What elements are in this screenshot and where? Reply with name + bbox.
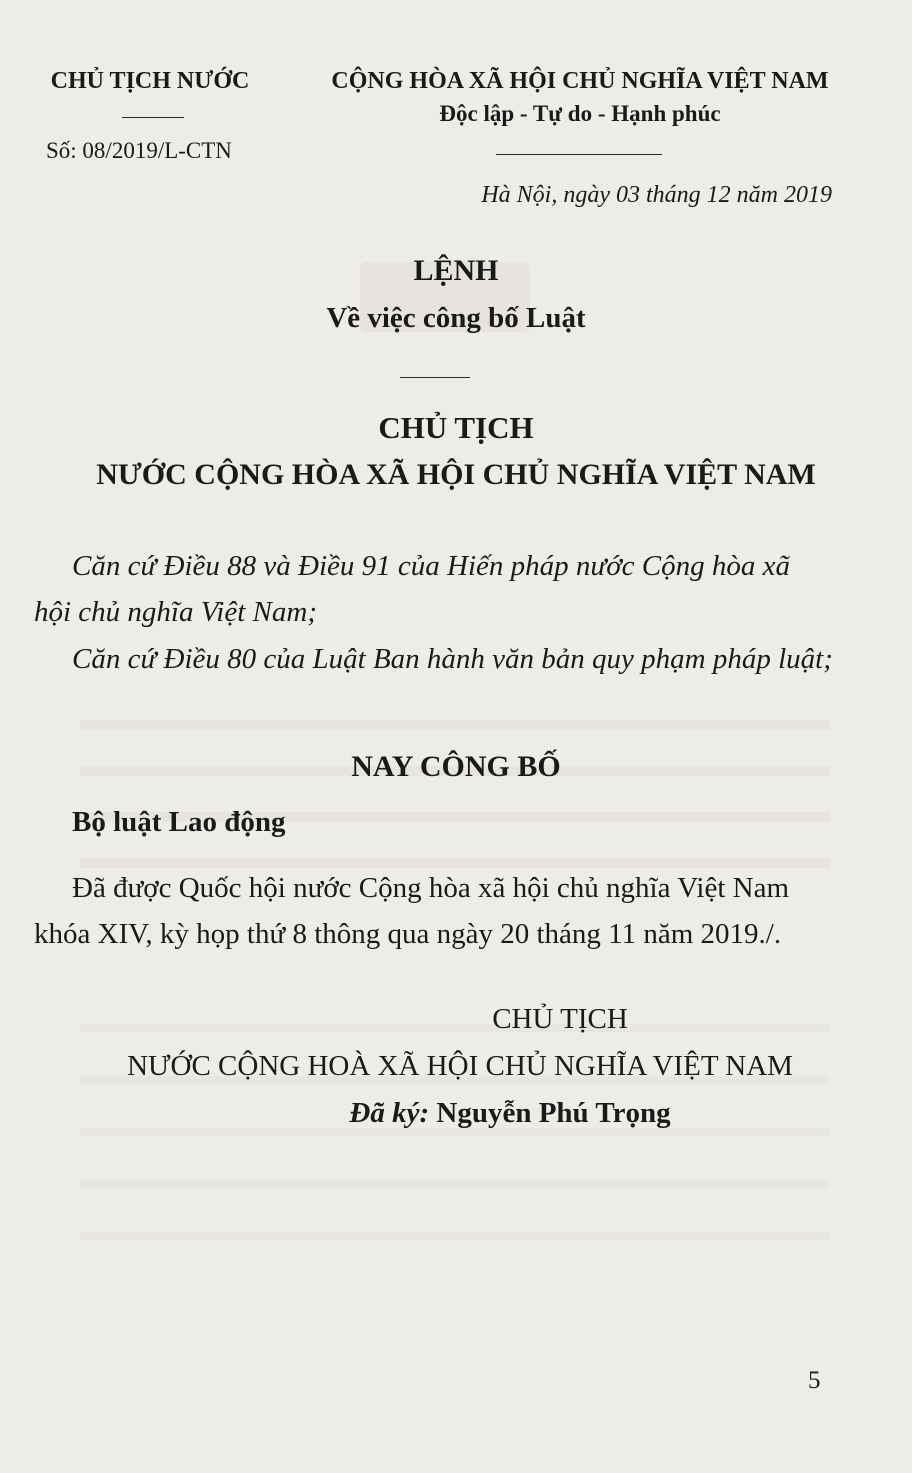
signature-title: CHỦ TỊCH (492, 1003, 628, 1035)
issue-date: Hà Nội, ngày 03 tháng 12 năm 2019 (481, 182, 832, 208)
republic-name: CỘNG HÒA XÃ HỘI CHỦ NGHĨA VIỆT NAM (331, 68, 829, 94)
legal-basis-1: Căn cứ Điều 88 và Điều 91 của Hiến pháp nước Cộng hòa xã hội chủ nghĩa Việt Nam; (34, 550, 791, 628)
document-subject: Về việc công bố Luật (326, 302, 586, 334)
signature-organization: NƯỚC CỘNG HOÀ XÃ HỘI CHỦ NGHĨA VIỆT NAM (127, 1050, 793, 1082)
issuer-underline (122, 117, 184, 118)
announcement-heading: NAY CÔNG BỐ (351, 750, 561, 783)
page-number: 5 (808, 1367, 821, 1394)
document-number: Số: 08/2019/L-CTN (46, 138, 232, 163)
issuer-name: CHỦ TỊCH NƯỚC (50, 68, 250, 94)
passage-statement: Đã được Quốc hội nước Cộng hòa xã hội chủ nghĩa Việt Nam khóa XIV, kỳ họp thứ 8 thông qua ngày 20 tháng 11 năm 2019./. (34, 872, 790, 950)
signature-block (230, 1097, 790, 1130)
signer-name: Nguyễn Phú Trọng (436, 1097, 671, 1129)
authority-organization: NƯỚC CỘNG HÒA XÃ HỘI CHỦ NGHĨA VIỆT NAM (96, 458, 816, 491)
authority-title: CHỦ TỊCH (378, 410, 534, 445)
legal-basis-2: Căn cứ Điều 80 của Luật Ban hành văn bản quy phạm pháp luật; (72, 643, 833, 675)
signed-label: Đã ký: (349, 1097, 430, 1129)
law-name: Bộ luật Lao động (72, 806, 286, 838)
motto-underline (496, 154, 662, 155)
bleed-through-shape (80, 1000, 830, 1270)
national-motto: Độc lập - Tự do - Hạnh phúc (439, 101, 721, 126)
title-divider (400, 377, 470, 378)
document-type: LỆNH (413, 254, 499, 287)
bleed-through-shape (80, 700, 830, 890)
